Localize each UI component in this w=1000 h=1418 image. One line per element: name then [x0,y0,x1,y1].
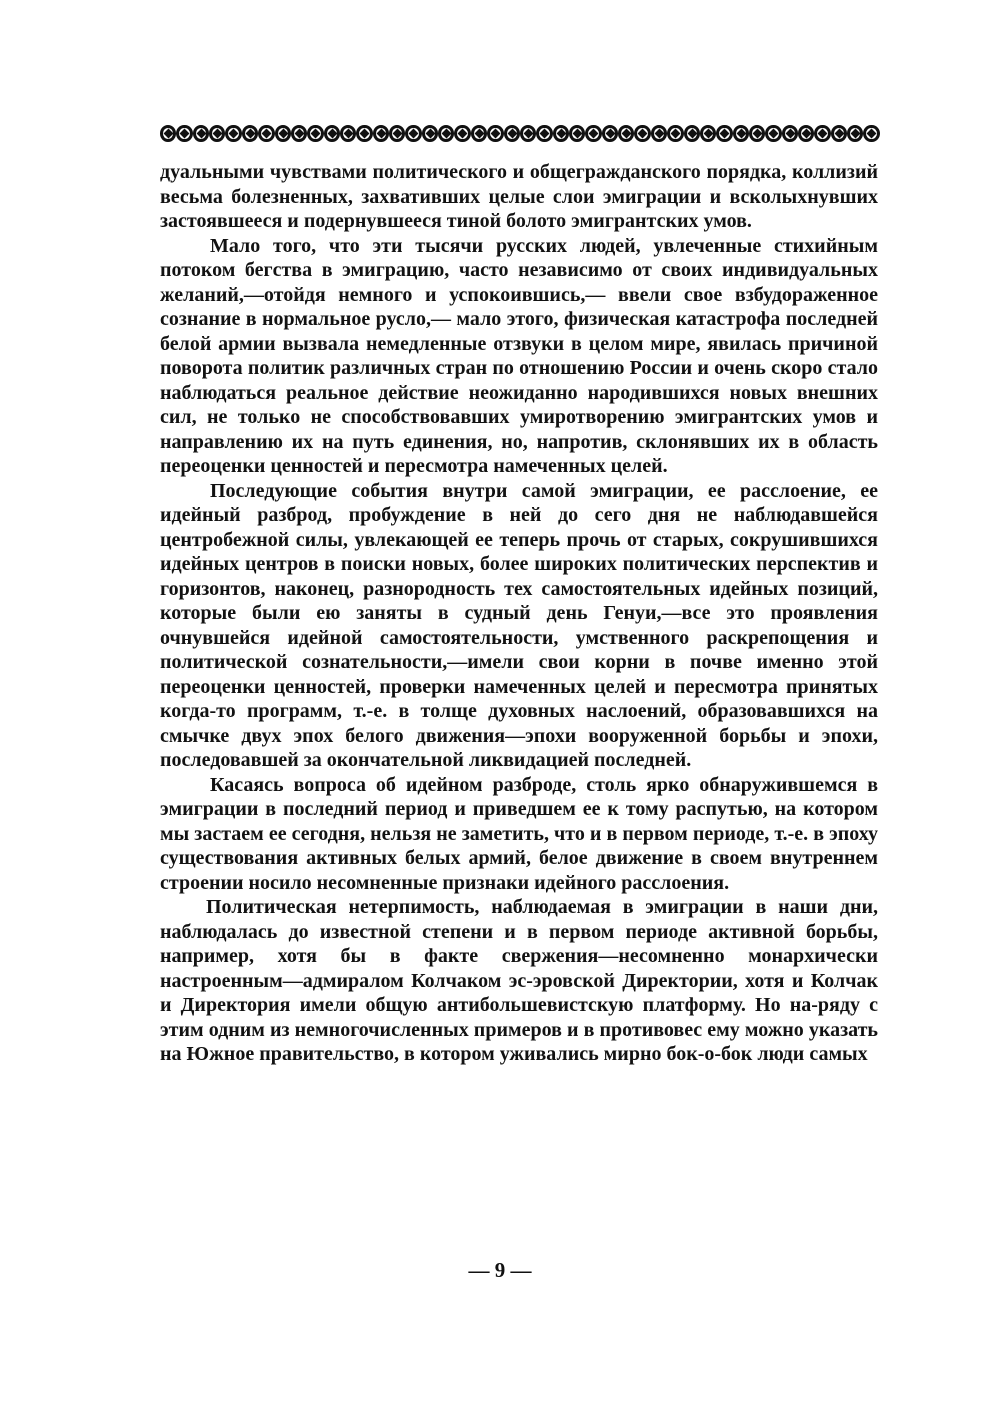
ornamental-border-icon [471,125,487,142]
ornamental-border-icon [602,125,618,142]
ornamental-border-icon [504,125,520,142]
paragraph-4: Касаясь вопроса об идейном разброде, столь ярко обнаружившемся в эмиграции в последний период и приведшем ее к тому распутью, на котором мы застаем ее сегодня, нельзя не заметить, что и в первом периоде, т.-е. в эпоху существования активных белых армий, белое движение в своем внутреннем строении носило несомненные признаки идейного расслоения. [160,773,878,894]
ornamental-border-icon [438,125,454,142]
ornamental-border-icon [193,125,209,142]
ornamental-border-icon [716,125,732,142]
ornamental-border-icon [634,125,650,142]
ornamental-border-icon [487,125,503,142]
ornamental-border-icon [553,125,569,142]
ornamental-border-icon [275,125,291,142]
ornamental-border-icon [340,125,356,142]
ornamental-border-icon [536,125,552,142]
ornamental-border-icon [782,125,798,142]
ornamental-border-icon [847,125,863,142]
ornamental-border-icon [814,125,830,142]
paragraph-5: Политическая нетерпимость, наблюдаемая в эмиграции в наши дни, наблюдалась до известной степени и в первом периоде активной борьбы, например, хотя бы в факте свержения—несомненно монархически настроенным—адмиралом Колчаком эс-эровской Директории, хотя и Колчак и Директория имели общую антибольшевистскую платформу. Но на-ряду с этим одним из немногочисленных примеров и в противовес ему можно указать на Южное правительство, в котором уживались мирно бок-о-бок люди самых [160,896,878,1065]
ornamental-border-icon [405,125,421,142]
ornamental-border-icon [863,125,879,142]
ornamental-border-icon [225,125,241,142]
ornamental-border-icon [454,125,470,142]
ornamental-border-icon [209,125,225,142]
ornamental-border-icon [242,125,258,142]
ornamental-border-icon [307,125,323,142]
ornamental-border-icon [765,125,781,142]
ornamental-border-icon [684,125,700,142]
ornamental-border-icon [798,125,814,142]
ornamental-border-icon [651,125,667,142]
ornamental-border-icon [176,125,192,142]
ornamental-border-icon [831,125,847,142]
ornamental-border-icon [667,125,683,142]
ornamental-border-icon [700,125,716,142]
ornamental-border [160,118,880,148]
ornamental-border-icon [291,125,307,142]
paragraph-3: Последующие события внутри самой эмиграции, ее расслоение, ее идейный разброд, пробуждение в ней до сего дня не наблюдавшейся центробежной силы, увлекающей ее теперь прочь от старых, сокрушившихся идейных центров в поиски новых, более широких политических перспектив и горизонтов, наконец, разнородность тех самостоятельных идейных позиций, которые были ею заняты в судный день Генуи,—все это проявления очнувшейся идейной самостоятельности, умственного раскрепощения и политической сознательности,—имели свои корни в почве именно этой переоценки ценностей, проверки намеченных целей и пересмотра принятых когда-то программ, т.-е. в толще духовных наслоений, образовавшихся на смычке двух эпох белого движения—эпохи вооруженной борьбы и эпохи, последовавшей за окончательной ликвидацией последней. [160,479,878,771]
paragraph-2: Мало того, что эти тысячи русских людей, увлеченные стихийным потоком бегства в эмиграцию, часто независимо от своих индивидуальных желаний,—отойдя немного и успокоившись,— ввели свое взбудораженное сознание в нормальное русло,— мало этого, физическая катастрофа последней белой армии вызвала немедленные отзвуки в целом мире, явилась причиной поворота политик различных стран по отношению России и очень скоро стало наблюдаться реальное действие неожиданно народившихся новых внешних сил, не только не способствовавших умиротворению эмигрантских умов и направлению их на путь единения, но, напротив, склонявших их в область переоценки ценностей и пересмотра намеченных целей. [160,234,878,477]
ornamental-border-icon [324,125,340,142]
ornamental-border-icon [422,125,438,142]
ornamental-border-icon [585,125,601,142]
ornamental-border-icon [733,125,749,142]
ornamental-border-icon [520,125,536,142]
ornamental-border-icon [160,125,176,142]
ornamental-border-icon [356,125,372,142]
ornamental-border-icon [749,125,765,142]
ornamental-border-icon [373,125,389,142]
ornamental-border-icon [569,125,585,142]
body-text [160,160,878,1067]
page-number: — 9 — [468,1258,532,1282]
paragraph-1: дуальными чувствами политического и общегражданского порядка, коллизий весьма болезненных, захвативших целые слои эмиграции и всколыхнувших застоявшееся и подернувшееся тиной болото эмигрантских умов. [160,161,878,232]
ornamental-border-icon [389,125,405,142]
ornamental-border-icon [258,125,274,142]
ornamental-border-icon [618,125,634,142]
